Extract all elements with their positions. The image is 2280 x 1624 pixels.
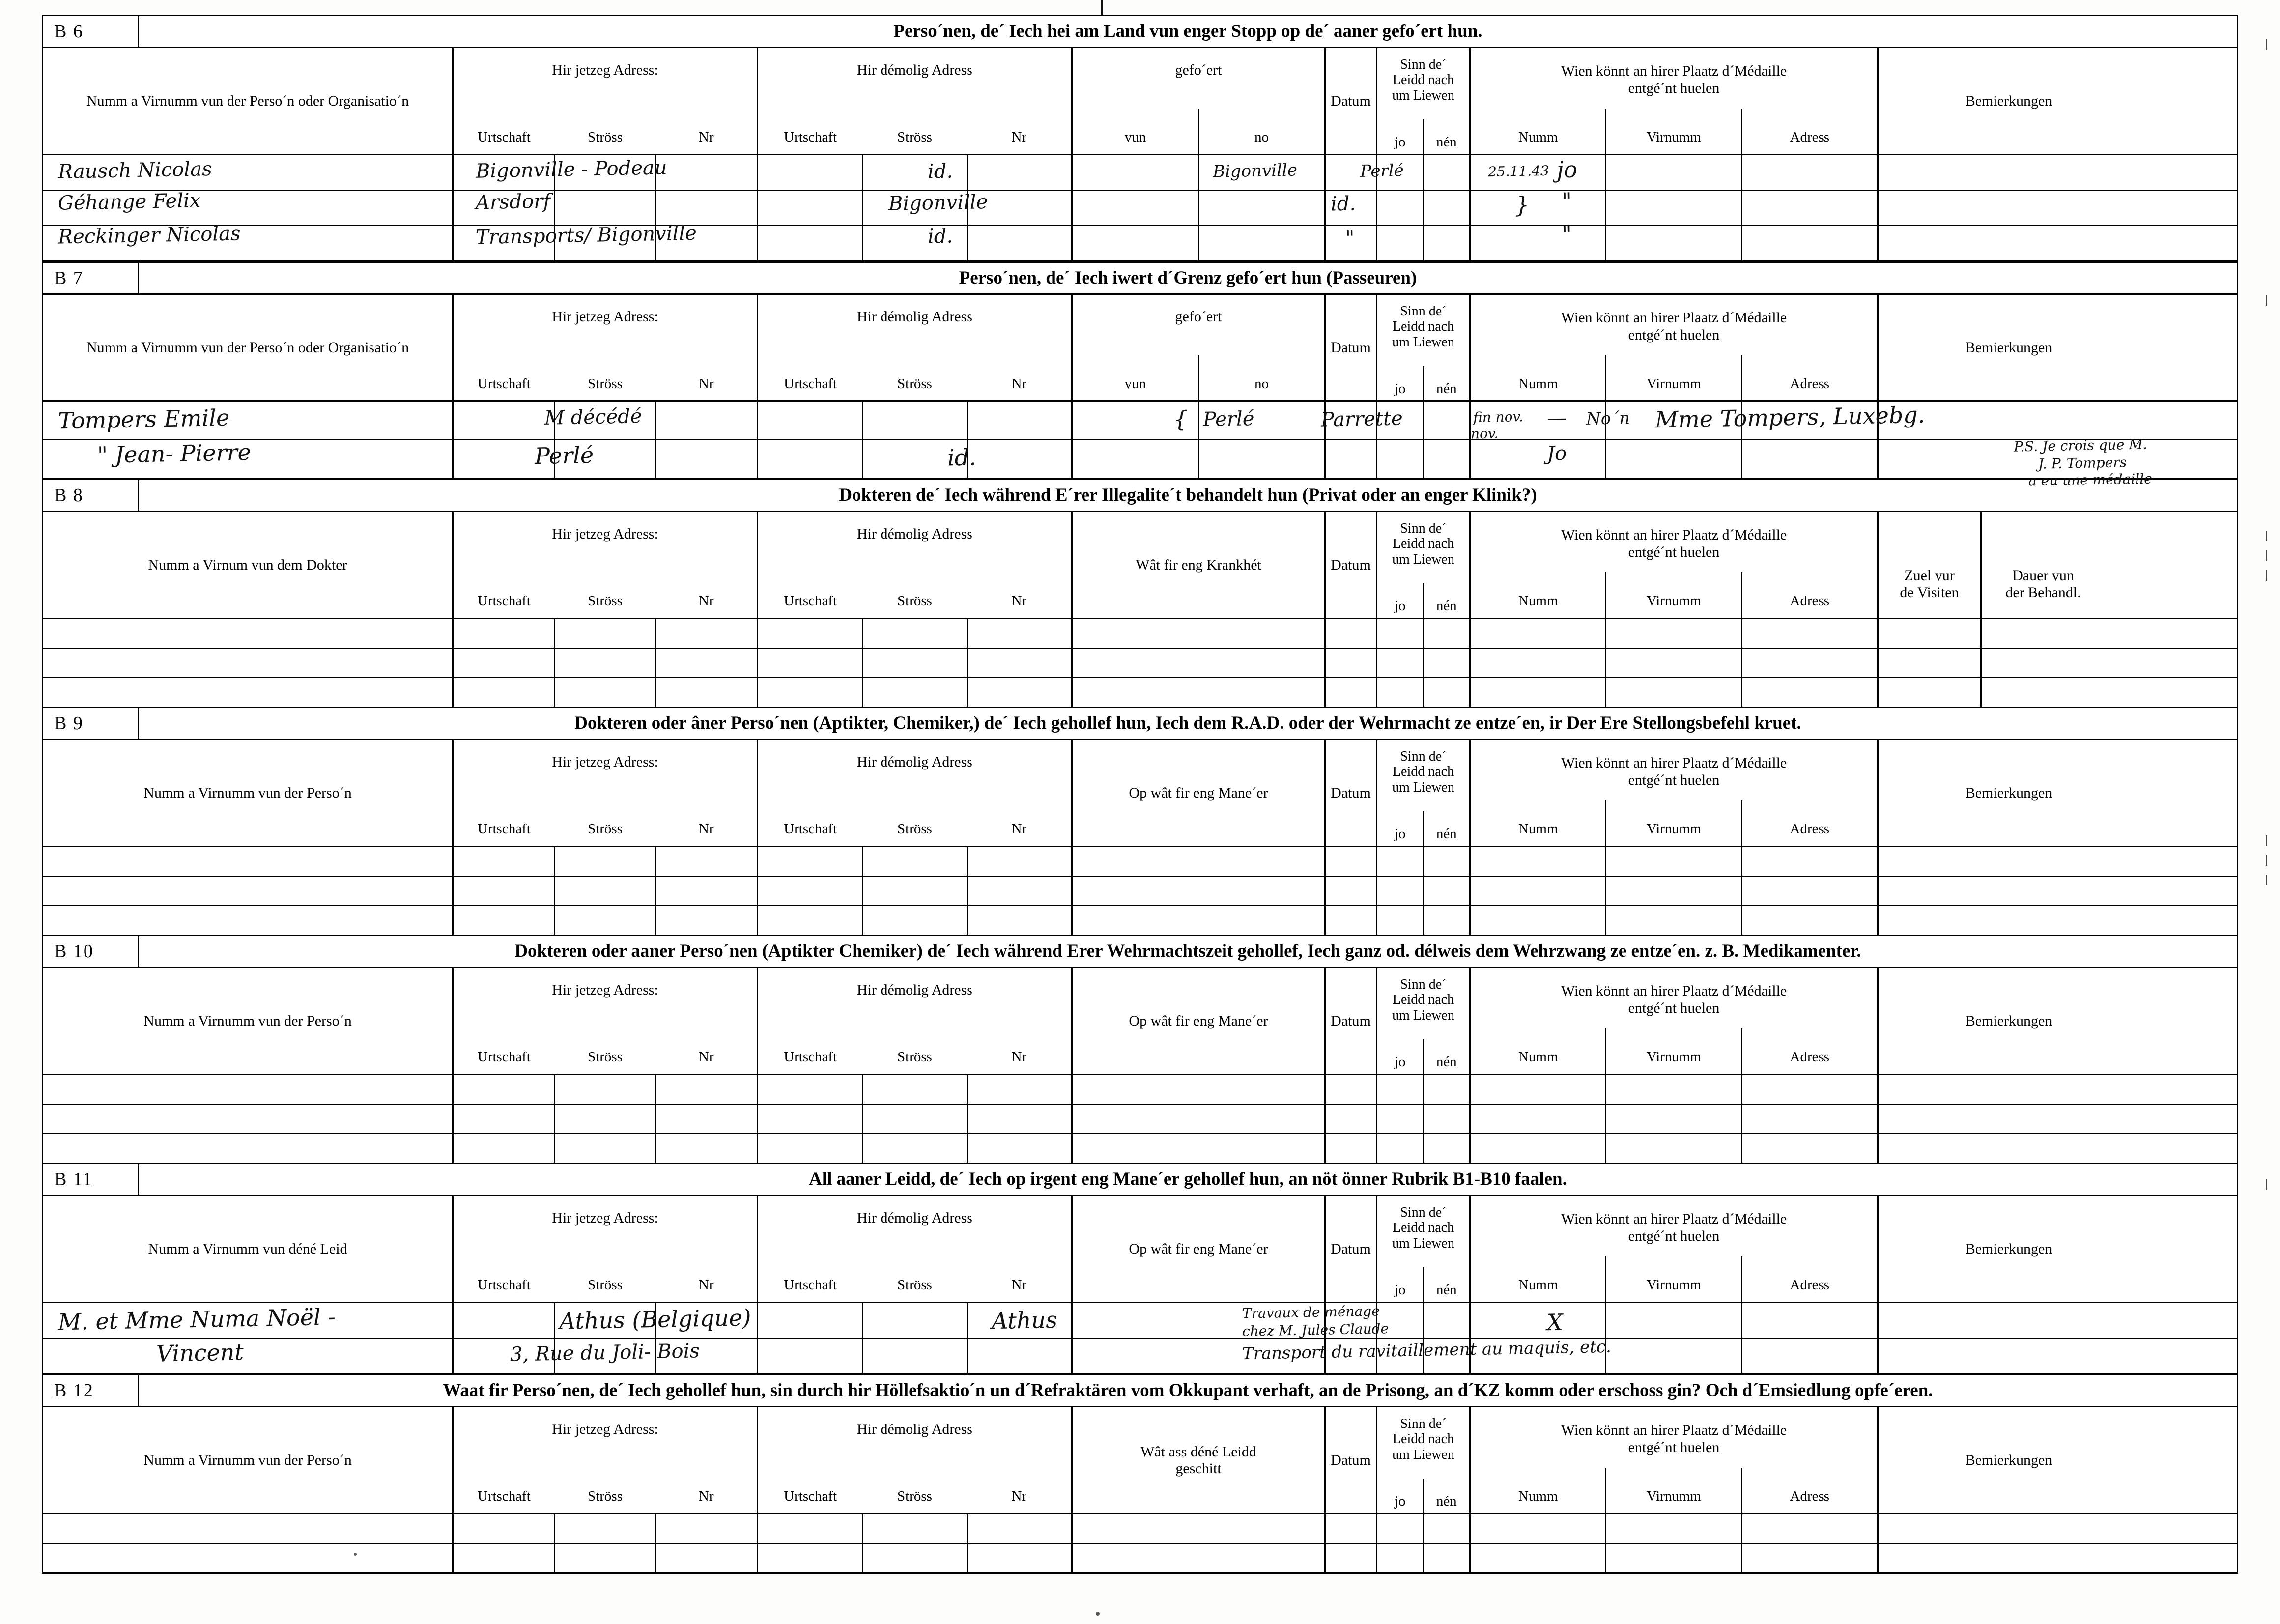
data-rows-b12: [43, 1514, 2237, 1572]
col-gefoert-label: gefo´ert: [1175, 62, 1222, 78]
col-address-then-b12: Hir démolig Adress Urtschaft Ströss Nr: [758, 1407, 1073, 1513]
handwriting-b11-special-2: chez M. Jules Claude: [1242, 1320, 1389, 1339]
handwriting-b7-dead-1: No´n: [1586, 408, 1630, 429]
sub-ortschaft: Urtschaft: [477, 1488, 531, 1504]
sub-virnumm: Virnumm: [1606, 1256, 1742, 1302]
handwriting-b7-from-1: Perlé: [1202, 407, 1254, 431]
handwriting-b6-addrnow-3: Transports/ Bigonville: [475, 222, 697, 249]
sub-stross: Ströss: [588, 1277, 623, 1293]
sub-nr: Nr: [698, 129, 714, 145]
section-code-b6: B 6: [43, 16, 139, 47]
col-medal-b8: Wien könnt an hirer Plaatz d´Médaille entgé´nt huelen Numm Virnumm Adress: [1471, 512, 1879, 618]
col-address-then-b6: [758, 48, 1073, 154]
sub-stross: Ströss: [897, 1488, 932, 1504]
handwriting-b6-date-1: 25.11.43: [1487, 162, 1549, 180]
handwriting-b11-addrnow-2: 3, Rue du Joli- Bois: [510, 1339, 700, 1366]
handwriting-b7-note-3: a eu une médaille: [2028, 470, 2153, 489]
table-row[interactable]: [43, 877, 2237, 906]
page-edge-marks: [2252, 0, 2277, 1624]
data-rows-b8: [43, 619, 2237, 707]
col-remarks-b10: Bemierkungen: [1965, 1012, 2052, 1029]
sub-no: no: [1254, 129, 1269, 145]
handwriting-b7-addrnow-2: Perlé: [534, 441, 594, 470]
sub-stross: Ströss: [588, 1488, 623, 1504]
handwriting-b11-addrnow-1: Athus (Belgique): [559, 1304, 751, 1335]
sub-ortschaft: Urtschaft: [477, 129, 531, 145]
handwriting-b6-from-1: Bigonville: [1212, 160, 1298, 182]
col-what-happened-b12: [1073, 1407, 1326, 1513]
col-datum-b9: Datum: [1326, 740, 1377, 846]
table-row[interactable]: [43, 440, 2237, 479]
col-sinn-label: [1377, 48, 1469, 103]
table-row[interactable]: [43, 1514, 2237, 1544]
sub-jo: jo: [1377, 1267, 1424, 1302]
handwriting-b6-alive-3: ": [1561, 221, 1572, 248]
sub-nr: Nr: [1011, 593, 1027, 609]
sub-nr: Nr: [698, 376, 714, 392]
sub-ortschaft: Urtschaft: [477, 1277, 531, 1293]
col-address-then-b7: [758, 295, 1073, 400]
sub-numm: Numm: [1471, 109, 1606, 154]
data-rows-b10: [43, 1075, 2237, 1163]
col-datum-b11: Datum: [1326, 1196, 1377, 1302]
table-row[interactable]: [43, 1075, 2237, 1105]
col-sinn-b12: Sinn de´ Leidd nach um Liewen jo nén: [1377, 1407, 1471, 1513]
table-row[interactable]: [43, 678, 2237, 707]
handwriting-b7-name-1: Tompers Emile: [57, 404, 230, 434]
handwriting-b7-addrnow-1: M décédé: [544, 405, 642, 429]
medal-l1: Wien könnt an hirer Plaatz d´Médaille: [1561, 63, 1787, 79]
data-rows-b11: [43, 1303, 2237, 1374]
col-medal-label: Wien könnt an hirer Plaatz d´Médaille entgé´nt huelen: [1561, 310, 1787, 343]
handwriting-b7-alive-2: Jo: [1546, 442, 1567, 465]
sub-virnumm: Virnumm: [1606, 1468, 1742, 1513]
col-address-now-label: Hir jetzeg Adress:: [552, 62, 658, 78]
sub-numm: Numm: [1471, 355, 1606, 400]
section-header-b10: [43, 935, 2237, 968]
col-name-b12: Numm a Virnumm vun der Perso´n: [43, 1407, 454, 1513]
handwriting-b11-special-1: Travaux de ménage: [1242, 1303, 1380, 1322]
col-medal-b7: [1471, 295, 1879, 400]
col-name-b7: Numm a Virnumm vun der Perso´n oder Organisatio´n: [43, 295, 454, 400]
sub-stross: Ströss: [588, 376, 623, 392]
col-address-then-label: Hir démolig Adress: [857, 62, 972, 78]
table-row[interactable]: [43, 1544, 2237, 1572]
col-gefoert-label: gefo´ert: [1175, 309, 1222, 325]
col-address-now-b11: Hir jetzeg Adress: Urtschaft Ströss Nr: [454, 1196, 758, 1302]
sub-stross: Ströss: [897, 1049, 932, 1065]
section-title-b8: Dokteren de´ Iech während E´rer Illegalite´t behandelt hun (Privat oder an enger Klinik?): [839, 484, 1537, 505]
sub-nr: Nr: [698, 1049, 714, 1065]
col-visits-l2: de Visiten: [1900, 584, 1959, 600]
handwriting-b7-brace: {: [1173, 405, 1188, 433]
column-headers-b7: [43, 295, 2237, 402]
table-row[interactable]: [43, 155, 2237, 191]
sub-stross: Ströss: [897, 1277, 932, 1293]
table-row[interactable]: [43, 1105, 2237, 1134]
col-datum-b7: Datum: [1326, 295, 1377, 400]
sub-stross: Ströss: [897, 821, 932, 837]
col-address-now-b10: Hir jetzeg Adress: Urtschaft Ströss Nr: [454, 968, 758, 1074]
sub-vun: vun: [1073, 109, 1199, 154]
table-row[interactable]: [43, 906, 2237, 935]
col-name-b8: Numm a Virnum vun dem Dokter: [43, 512, 454, 618]
sinn-l3: um Liewen: [1392, 87, 1454, 103]
sub-stross: Ströss: [588, 821, 623, 837]
col-remarks-b9: Bemierkungen: [1965, 784, 2052, 801]
sub-nr: Nr: [1011, 376, 1027, 392]
data-rows-b7: [43, 401, 2237, 489]
handwriting-b6-name-3: Reckinger Nicolas: [57, 222, 241, 249]
sub-virnumm: Virnumm: [1606, 572, 1742, 618]
col-what-happened-l1: Wât ass déné Leidd: [1140, 1443, 1256, 1460]
sub-adress: Adress: [1790, 376, 1830, 392]
sub-stross: Ströss: [588, 1049, 623, 1065]
section-title-b12: Waat fir Perso´nen, de´ Iech gehollef hun, sin durch hir Höllefsaktio´n un d´Refraktären vom Okkupant verhaft, an de Prisong, an d´KZ komm oder erschoss gin? Och d´Emsiedlung opfe´eren.: [443, 1380, 1933, 1400]
sub-virnumm: Virnumm: [1606, 109, 1742, 154]
col-medal-b9: Wien könnt an hirer Plaatz d´Médaille entgé´nt huelen Numm Virnumm Adress: [1471, 740, 1879, 846]
col-datum-b12: Datum: [1326, 1407, 1377, 1513]
table-row[interactable]: [43, 649, 2237, 678]
column-headers-b9: [43, 740, 2237, 847]
col-duration-l2: der Behandl.: [2005, 584, 2081, 600]
sub-nen: nén: [1436, 1054, 1457, 1070]
sub-nen: nén: [1436, 381, 1457, 397]
col-address-then-b8: Hir démolig Adress Urtschaft Ströss Nr: [758, 512, 1073, 618]
handwriting-b7-name-2: " Jean- Pierre: [97, 439, 252, 468]
section-title-b7: Perso´nen, de´ Iech iwert d´Grenz gefo´ert hun (Passeuren): [959, 267, 1417, 288]
scan-speck: [354, 1553, 357, 1556]
sub-numm: Numm: [1471, 1028, 1606, 1074]
questionnaire-form: [42, 15, 2238, 1574]
sub-ortschaft: Urtschaft: [477, 821, 531, 837]
handwriting-b6-brace: }: [1514, 191, 1530, 219]
handwriting-b6-addrnow-2: Arsdorf: [475, 190, 551, 214]
handwriting-b7-note-1: P.S. Je crois que M.: [2013, 436, 2148, 455]
handwriting-b6-addrthen-2: Bigonville: [888, 191, 988, 215]
handwriting-b7-to-1: Parrette: [1320, 407, 1403, 431]
col-sinn-b10: Sinn de´ Leidd nach um Liewen jo nén: [1377, 968, 1471, 1074]
table-row[interactable]: [43, 1339, 2237, 1374]
sinn-l2: Leidd nach: [1392, 72, 1454, 88]
col-sinn-b9: Sinn de´ Leidd nach um Liewen jo nén: [1377, 740, 1471, 846]
table-row[interactable]: [43, 847, 2237, 877]
section-header-b12: [43, 1374, 2237, 1407]
col-visits-b8: [1879, 512, 1982, 618]
col-address-now-b9: Hir jetzeg Adress: Urtschaft Ströss Nr: [454, 740, 758, 846]
sub-vun: vun: [1073, 355, 1199, 400]
data-rows-b9: [43, 847, 2237, 935]
sub-stross: Ströss: [897, 593, 932, 609]
col-name-b10: Numm a Virnumm vun der Perso´n: [43, 968, 454, 1074]
sub-ortschaft: Urtschaft: [784, 1049, 837, 1065]
section-code-b7: B 7: [43, 263, 139, 293]
section-title-b6: Perso´nen, de´ Iech hei am Land vun enger Stopp op de´ aaner gefo´ert hun.: [893, 21, 1482, 41]
sub-ortschaft: Urtschaft: [784, 821, 837, 837]
sub-nr: Nr: [698, 1488, 714, 1504]
section-code-b12: B 12: [43, 1375, 139, 1406]
section-title-b10: Dokteren oder aaner Perso´nen (Aptikter Chemiker) de´ Iech während Erer Wehrmachtszeit gehollef, Iech ganz od. délweis dem Wehrzwang ze entze´en. z. B. Medikamenter.: [514, 940, 1861, 961]
col-datum-b10: Datum: [1326, 968, 1377, 1074]
handwriting-b11-special-3: Transport du ravitaillement au maquis, etc.: [1242, 1337, 1612, 1364]
handwriting-b6-addrthen-1: id.: [927, 160, 953, 183]
col-name-b11: Numm a Virnumm vun déné Leid: [43, 1196, 454, 1302]
sub-ortschaft: Urtschaft: [477, 376, 531, 392]
column-headers-b11: [43, 1196, 2237, 1303]
sub-ortschaft: Urtschaft: [477, 1049, 531, 1065]
sub-no: no: [1254, 376, 1269, 392]
sub-nr: Nr: [698, 1277, 714, 1293]
sub-nr: Nr: [1011, 1277, 1027, 1293]
sub-nr: Nr: [1011, 821, 1027, 837]
col-gefoert-b6: [1073, 48, 1326, 154]
col-name-b9: Numm a Virnumm vun der Perso´n: [43, 740, 454, 846]
col-what-happened-l2: geschitt: [1175, 1460, 1222, 1477]
handwriting-b6-addrthen-3: id.: [927, 225, 953, 248]
sub-adress: Adress: [1790, 1488, 1830, 1504]
sub-numm: Numm: [1471, 1256, 1606, 1302]
column-headers-b10: [43, 968, 2237, 1075]
sub-jo: jo: [1377, 583, 1424, 618]
sub-numm: Numm: [1471, 1468, 1606, 1513]
column-headers-b6: [43, 48, 2237, 155]
sub-jo: jo: [1377, 1039, 1424, 1074]
sub-stross: Ströss: [588, 129, 623, 145]
col-address-now-b8: Hir jetzeg Adress: Urtschaft Ströss Nr: [454, 512, 758, 618]
sub-nen: nén: [1436, 598, 1457, 614]
col-sinn-b7: [1377, 295, 1471, 400]
handwriting-b6-alive-1: jo: [1556, 156, 1578, 183]
col-sinn-label: Sinn de´ Leidd nach um Liewen: [1392, 304, 1454, 350]
sub-ortschaft: Urtschaft: [784, 1277, 837, 1293]
col-sinn-b8: Sinn de´ Leidd nach um Liewen jo nén: [1377, 512, 1471, 618]
col-address-then-b9: Hir démolig Adress Urtschaft Ströss Nr: [758, 740, 1073, 846]
col-maneer-b11: Op wât fir eng Mane´er: [1073, 1196, 1326, 1302]
sub-nr: Nr: [1011, 1049, 1027, 1065]
col-medal-b12: Wien könnt an hirer Plaatz d´Médaille entgé´nt huelen Numm Virnumm Adress: [1471, 1407, 1879, 1513]
handwriting-b6-alive-2: ": [1561, 187, 1572, 215]
page-top-notch: [1101, 0, 1103, 15]
col-medal-b11: Wien könnt an hirer Plaatz d´Médaille entgé´nt huelen Numm Virnumm Adress: [1471, 1196, 1879, 1302]
section-code-b8: B 8: [43, 480, 139, 511]
sub-virnumm: Virnumm: [1606, 800, 1742, 846]
sub-adress: Adress: [1790, 1277, 1830, 1293]
col-medal-label: [1471, 48, 1877, 97]
col-name-b6: Numm a Virnumm vun der Perso´n oder Organisatio´n: [43, 48, 454, 154]
table-row[interactable]: [43, 1134, 2237, 1163]
col-address-now-b12: Hir jetzeg Adress: Urtschaft Ströss Nr: [454, 1407, 758, 1513]
col-address-now-label: Hir jetzeg Adress:: [552, 309, 658, 325]
handwriting-b11-addrthen: Athus: [991, 1306, 1058, 1335]
section-title-b11: All aaner Leidd, de´ Iech op irgent eng Mane´er gehollef hun, an nöt önner Rubrik B1-B10 faalen.: [809, 1168, 1567, 1189]
sub-adress: Adress: [1790, 129, 1830, 145]
medal-l2: entgé´nt huelen: [1628, 80, 1720, 96]
table-row[interactable]: [43, 226, 2237, 261]
handwriting-b6-name-2: Géhange Felix: [57, 189, 201, 215]
section-header-b6: [43, 16, 2237, 48]
scan-speck: [1096, 1612, 1100, 1616]
sub-adress: Adress: [1790, 593, 1830, 609]
table-row[interactable]: [43, 619, 2237, 649]
sub-nen: nén: [1436, 134, 1457, 150]
section-header-b8: [43, 479, 2237, 512]
handwriting-b7-addrthen-2: id.: [947, 444, 977, 471]
col-remarks-b6: Bemierkungen: [1965, 92, 2052, 109]
sub-stross: Ströss: [588, 593, 623, 609]
handwriting-b7-note-2: J. P. Tompers: [2038, 454, 2127, 472]
col-remarks-b7: Bemierkungen: [1965, 339, 2052, 356]
handwriting-b11-name-1: M. et Mme Numa Noël -: [57, 1303, 336, 1336]
sub-numm: Numm: [1471, 800, 1606, 846]
handwriting-b7-date-1: fin nov.: [1473, 408, 1524, 426]
sub-numm: Numm: [1471, 572, 1606, 618]
col-address-now-b6: [454, 48, 758, 154]
col-maneer-b9: Op wât fir eng Mane´er: [1073, 740, 1326, 846]
col-address-then-b11: Hir démolig Adress Urtschaft Ströss Nr: [758, 1196, 1073, 1302]
col-medal-b10: Wien könnt an hirer Plaatz d´Médaille entgé´nt huelen Numm Virnumm Adress: [1471, 968, 1879, 1074]
col-gefoert-b7: [1073, 295, 1326, 400]
col-remarks-b11: Bemierkungen: [1965, 1240, 2052, 1257]
section-header-b7: [43, 261, 2237, 295]
col-duration-l1: Dauer vun: [2012, 567, 2074, 584]
sub-ortschaft: Urtschaft: [784, 1488, 837, 1504]
col-address-then-b10: Hir démolig Adress Urtschaft Ströss Nr: [758, 968, 1073, 1074]
handwriting-b7-alive-1: —: [1546, 406, 1567, 430]
table-row[interactable]: [43, 191, 2237, 226]
sub-ortschaft: Urtschaft: [477, 593, 531, 609]
sub-stross: Ströss: [897, 376, 932, 392]
sub-jo: jo: [1377, 811, 1424, 846]
data-rows-b6: [43, 155, 2237, 261]
sub-nr: Nr: [698, 821, 714, 837]
sub-nen: nén: [1436, 1282, 1457, 1298]
sub-nr: Nr: [698, 593, 714, 609]
col-medal-b6: [1471, 48, 1879, 154]
handwriting-b6-name-1: Rausch Nicolas: [57, 157, 212, 184]
col-duration-b8: [1982, 512, 2105, 618]
col-address-now-b7: [454, 295, 758, 400]
col-sinn-b6: [1377, 48, 1471, 154]
sub-nen: nén: [1436, 1493, 1457, 1509]
sub-ortschaft: Urtschaft: [784, 593, 837, 609]
sub-jo: jo: [1377, 119, 1424, 154]
handwriting-b11-alive: X: [1546, 1309, 1564, 1336]
section-header-b11: [43, 1163, 2237, 1196]
col-maneer-b10: Op wât fir eng Mane´er: [1073, 968, 1326, 1074]
section-code-b9: B 9: [43, 708, 139, 739]
section-code-b10: B 10: [43, 936, 139, 967]
section-code-b11: B 11: [43, 1164, 139, 1195]
table-row[interactable]: [43, 402, 2237, 440]
table-row[interactable]: [43, 1303, 2237, 1339]
handwriting-b6-addrnow-1: Bigonville - Podeau: [475, 156, 667, 183]
sub-jo: jo: [1377, 1479, 1424, 1513]
col-address-then-label: Hir démolig Adress: [857, 309, 972, 325]
handwriting-b6-from-3: ": [1345, 227, 1355, 250]
section-header-b9: [43, 707, 2237, 740]
handwriting-b6-to-1: Perlé: [1360, 161, 1404, 181]
sinn-l1: Sinn de´: [1400, 57, 1447, 72]
sub-virnumm: Virnumm: [1606, 1028, 1742, 1074]
sub-nr: Nr: [1011, 129, 1027, 145]
handwriting-b7-date-1b: nov.: [1470, 425, 1499, 442]
handwriting-b11-name-2: Vincent: [156, 1339, 244, 1367]
sub-adress: Adress: [1790, 1049, 1830, 1065]
sub-nr: Nr: [1011, 1488, 1027, 1504]
sub-stross: Ströss: [897, 129, 932, 145]
sub-ortschaft: Urtschaft: [784, 376, 837, 392]
col-visits-l1: Zuel vur: [1904, 567, 1955, 584]
column-headers-b8: [43, 512, 2237, 619]
col-sinn-b11: Sinn de´ Leidd nach um Liewen jo nén: [1377, 1196, 1471, 1302]
col-datum-b6: Datum: [1326, 48, 1377, 154]
section-title-b9: Dokteren oder âner Perso´nen (Aptikter, Chemiker,) de´ Iech gehollef hun, Iech dem R.A.D. oder der Wehrmacht ze entze´en, ir Der Ere Stellongsbefehl kruet.: [574, 712, 1801, 733]
handwriting-b7-medal-1: Mme Tompers, Luxebg.: [1654, 401, 1925, 433]
sub-virnumm: Virnumm: [1606, 355, 1742, 400]
sub-nen: nén: [1436, 826, 1457, 842]
sub-adress: Adress: [1790, 821, 1830, 837]
col-remarks-b12: Bemierkungen: [1965, 1452, 2052, 1468]
col-datum-b8: Datum: [1326, 512, 1377, 618]
column-headers-b12: [43, 1407, 2237, 1514]
handwriting-b6-from-2: id.: [1330, 192, 1356, 216]
sub-jo: jo: [1377, 366, 1424, 400]
sub-ortschaft: Urtschaft: [784, 129, 837, 145]
col-krankheet-b8: Wât fir eng Krankhét: [1073, 512, 1326, 618]
